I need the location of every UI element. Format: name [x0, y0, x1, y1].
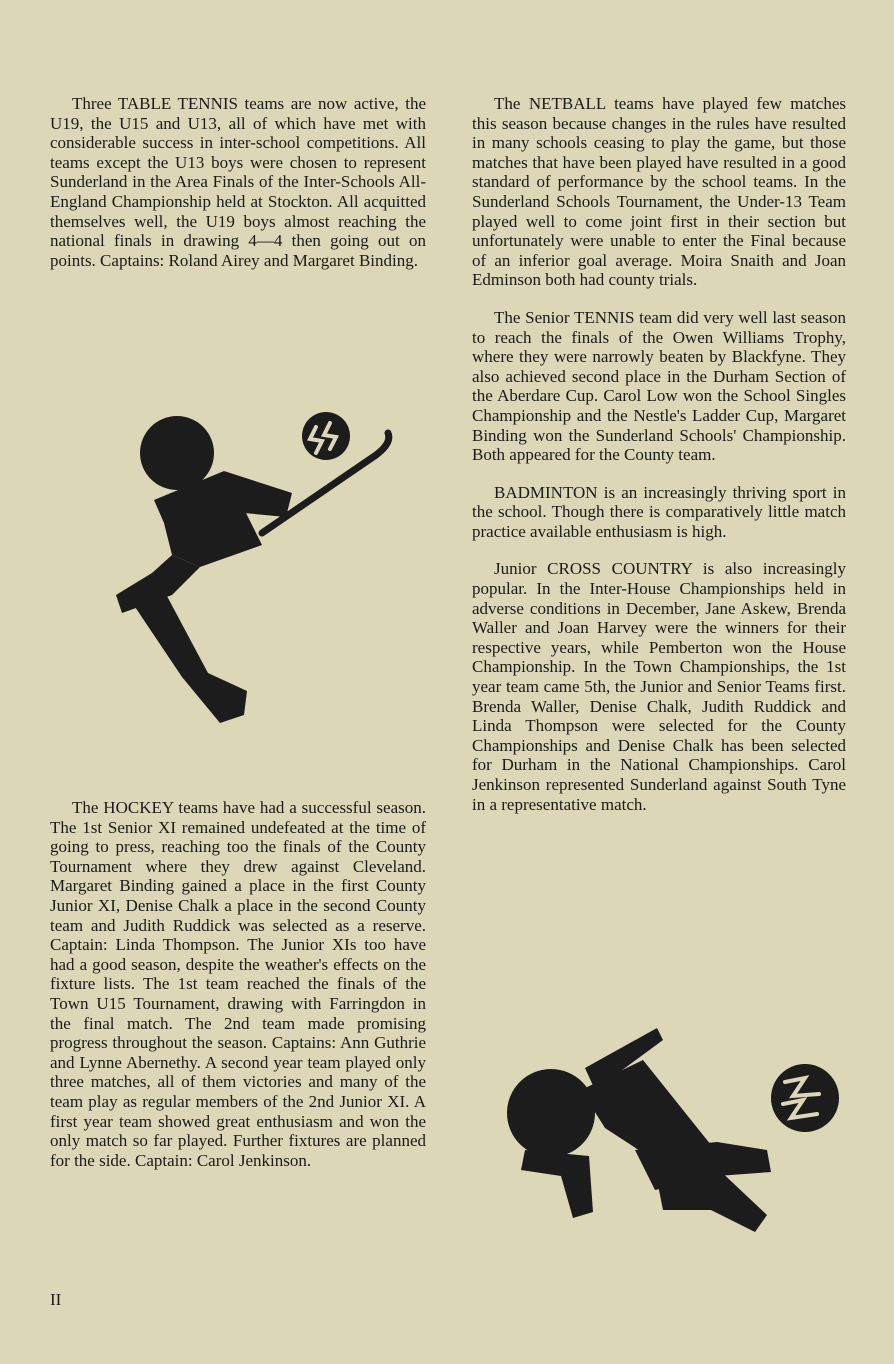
tennis-paragraph: The Senior TENNIS team did very well last season to reach the finals of the Owen Williams Trophy, where they were narrowly beaten by Blackfyne. They also achieved second place in the Durham Section of the Aberdare Cup. Carol Low won the School Singles Championship and the Nestle's Ladder Cup, Margaret Binding won the Sunderland Schools' Championship. Both appeared for the County team. [472, 307, 846, 465]
cross-country-paragraph: Junior CROSS COUNTRY is also increasingly popular. In the Inter-House Championships held in adverse conditions in December, Jane Askew, Brenda Waller and Joan Harvey were the winners for their respective years, while Pemberton won the House Championship. In the Town Championships, the 1st year team came 5th, the Junior and Senior Teams first. Brenda Waller, Denise Chalk, Judith Ruddick and Linda Thompson were selected for the County Championships and Denise Chalk has been selected for Durham in the National Championships. Carol Jenkinson represented Sunderland against South Tyne in a representative match. [472, 559, 846, 814]
player-low-arm [521, 1150, 593, 1218]
netball-paragraph: The NETBALL teams have played few matches this season because changes in the rules have resulted in many schools ceasing to play the game, but those matches that have been played have resulted in a good standard of performance by the school teams. In the Sunderland Schools Tournament, the Under-13 Team played well to come joint first in their section but unfortunately were unable to enter the Final because of an inferior goal average. Moira Snaith and Joan Edminson both had county trials. [472, 94, 846, 290]
player-head [507, 1069, 595, 1157]
badminton-paragraph: BADMINTON is an increasingly thriving sport in the school. Though there is comparatively little match practice available enthusiasm is high. [472, 482, 846, 541]
hockey-player-illustration [112, 405, 402, 735]
page-number: II [50, 1290, 62, 1309]
football-player-illustration [485, 1000, 845, 1240]
player-lower-leg [127, 583, 247, 723]
player-lower-leg [655, 1166, 767, 1232]
right-column [472, 94, 846, 832]
table-tennis-paragraph: Three TABLE TENNIS teams are now active, the U19, the U15 and U13, all of which have met with considerable success in inter-school competitions. All teams except the U13 boys were chosen to represent Sunderland in the Area Finals of the Inter-Schools All-England Championship held at Stockton. All acquitted themselves well, the U19 boys almost reaching the national finals in drawing 4—4 then going out on points. Captains: Roland Airey and Margaret Binding. [50, 94, 426, 270]
left-column-top [50, 94, 426, 288]
left-column-bottom [50, 798, 426, 1188]
player-head [140, 416, 214, 490]
hockey-paragraph: The HOCKEY teams have had a successful season. The 1st Senior XI remained undefeated at the time of going to press, reaching too the finals of the County Tournament where they drew against Cleveland. Margaret Binding gained a place in the first County Junior XI, Denise Chalk a place in the second County team and Judith Ruddick was selected as a reserve. Captain: Linda Thompson. The Junior XIs too have had a good season, despite the weather's effects on the fixture lists. The 1st team reached the finals of the Town U15 Tournament, drawing with Farringdon in the final match. The 2nd team made promising progress throughout the season. Captains: Ann Guthrie and Lynne Abernethy. A second year team played only three matches, all of them victories and many of the team play as regular members of the 2nd Junior XI. A first year team showed great enthusiasm and won the only match so far played. Further fixtures are planned for the side. Captain: Carol Jenkinson. [50, 798, 426, 1170]
